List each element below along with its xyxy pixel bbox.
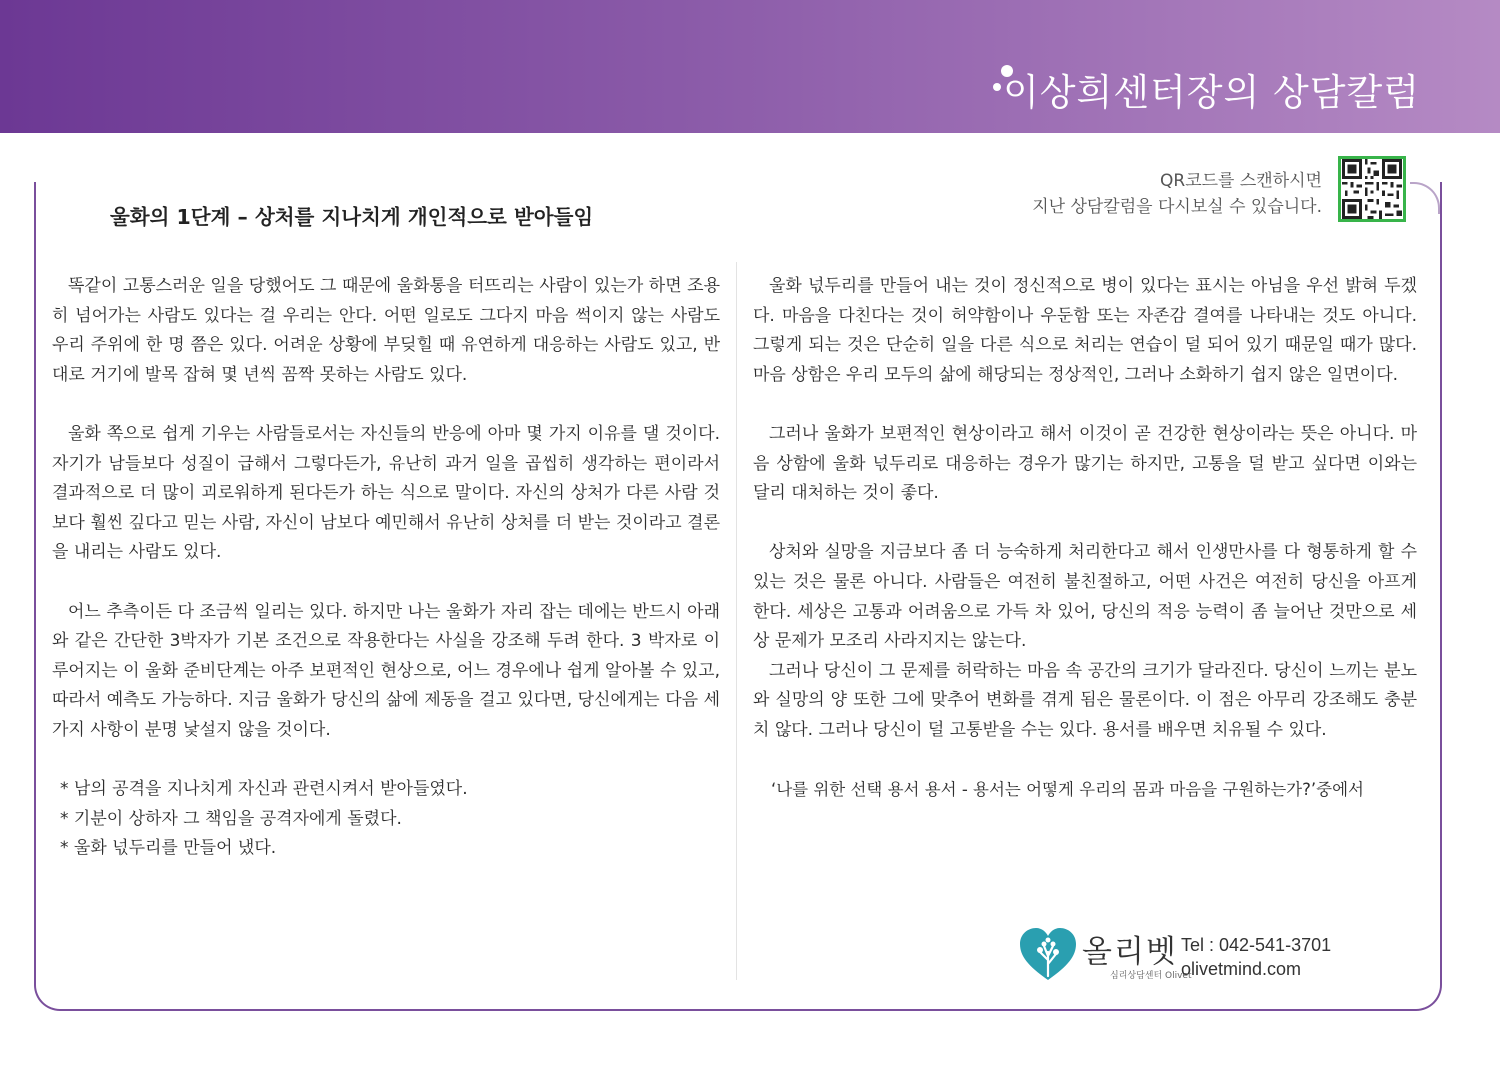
telephone: Tel : 042-541-3701	[1181, 935, 1332, 955]
paragraph: 어느 추측이든 다 조금씩 일리는 있다. 하지만 나는 울화가 자리 잡는 데에는 반드시 아래와 같은 간단한 3박자가 기본 조건으로 작용한다는 사실을 강조해 두려 한다. 3 박자로 이루어지는 이 울화 준비단계는 아주 보편적인 현상으로, 어느 경우에나 쉽게 알아볼 수 있고, 따라서 예측도 가능하다. 지금 울화가 당신의 삶에 제동을 걸고 있다면, 당신에게는 다음 세가지 사항이 분명 낯설지 않을 것이다.	[52, 601, 720, 740]
website-link[interactable]: olivetmind.com	[1181, 959, 1302, 979]
article-title: 울화의 1단계 – 상처를 지나치게 개인적으로 받아들임	[110, 205, 594, 229]
column-divider	[736, 262, 737, 980]
bullet-item: * 남의 공격을 지나치게 자신과 관련시켜서 받아들였다.	[60, 779, 468, 800]
header-banner	[0, 0, 1500, 133]
contact-info	[1181, 933, 1331, 981]
header-dot-icon	[993, 83, 1001, 91]
paragraph: 그러나 울화가 보편적인 현상이라고 해서 이것이 곧 건강한 현상이라는 뜻은 아니다. 마음 상함에 울화 넋두리로 대응하는 경우가 많기는 하지만, 고통을 덜 받고 싶다면 이와는 달리 대처하는 것이 좋다.	[753, 423, 1417, 504]
logo-subtitle: 심리상담센터 Olivet	[1110, 971, 1192, 981]
bullet-item: * 울화 넋두리를 만들어 냈다.	[60, 838, 277, 859]
qr-code-icon[interactable]	[1338, 156, 1406, 222]
left-column	[52, 272, 720, 864]
paragraph: 울화 넋두리를 만들어 내는 것이 정신적으로 병이 있다는 표시는 아님을 우선 밝혀 두겠다. 마음을 다친다는 것이 허약함이나 우둔함 또는 자존감 결여를 나타내는 것도 아니다. 그렇게 되는 것은 단순히 일을 다른 식으로 처리는 연습이 덜 되어 있기 때문일 때가 많다. 마음 상함은 우리 모두의 삶에 해당되는 정상적인, 그러나 소화하기 쉽지 않은 일면이다.	[753, 276, 1417, 385]
right-column	[753, 272, 1417, 805]
logo-name: 올리벳	[1082, 934, 1178, 970]
source-citation: ‘나를 위한 선택 용서 용서 - 용서는 어떻게 우리의 몸과 마음을 구원하는가?’중에서	[771, 780, 1364, 800]
paragraph: 울화 쪽으로 쉽게 기우는 사람들로서는 자신들의 반응에 아마 몇 가지 이유를 댈 것이다. 자기가 남들보다 성질이 급해서 그렇다든가, 유난히 과거 일을 곱씹히 생각하는 편이라서 결과적으로 더 많이 괴로워하게 된다든가 하는 식으로 말이다. 자신의 상처가 다른 사람 것보다 훨씬 깊다고 믿는 사람, 자신이 남보다 예민해서 유난히 상처를 더 받는 것이라고 결론을 내리는 사람도 있다.	[52, 423, 720, 563]
qr-caption-line1: QR코드를 스캔하시면	[1160, 171, 1322, 191]
heart-tree-icon	[1018, 926, 1078, 982]
paragraph: 똑같이 고통스러운 일을 당했어도 그 때문에 울화통을 터뜨리는 사람이 있는가 하면 조용히 넘어가는 사람도 있다는 걸 우리는 안다. 어떤 일로도 그다지 마음 썩이지 않는 사람도 우리 주위에 한 명 쯤은 있다. 어려운 상황에 부딪힐 때 유연하게 대응하는 사람도 있고, 반대로 거기에 발목 잡혀 몇 년씩 꼼짝 못하는 사람도 있다.	[52, 276, 720, 385]
bullet-list	[60, 775, 720, 864]
qr-caption-line2: 지난 상담칼럼을 다시보실 수 있습니다.	[1032, 197, 1322, 217]
bullet-item: * 기분이 상하자 그 책임을 공격자에게 돌렸다.	[60, 808, 402, 829]
header-title: 이상희센터장의 상담칼럼	[1003, 71, 1420, 114]
paragraph: 상처와 실망을 지금보다 좀 더 능숙하게 처리한다고 해서 인생만사를 다 형통하게 할 수 있는 것은 물론 아니다. 사람들은 여전히 불친절하고, 어떤 사건은 여전히 당신을 아프게 한다. 세상은 고통과 어려움으로 가득 차 있어, 당신의 적응 능력이 좀 늘어난 것만으로 세상 문제가 모조리 사라지지는 않는다.	[753, 542, 1417, 652]
qr-caption	[1032, 168, 1322, 220]
paragraph: 그러나 당신이 그 문제를 허락하는 마음 속 공간의 크기가 달라진다. 당신이 느끼는 분노와 실망의 양 또한 그에 맞추어 변화를 겪게 됨은 물론이다. 이 점은 아무리 강조해도 충분치 않다. 그러나 당신이 덜 고통받을 수는 있다. 용서를 배우면 치유될 수 있다.	[753, 660, 1417, 740]
